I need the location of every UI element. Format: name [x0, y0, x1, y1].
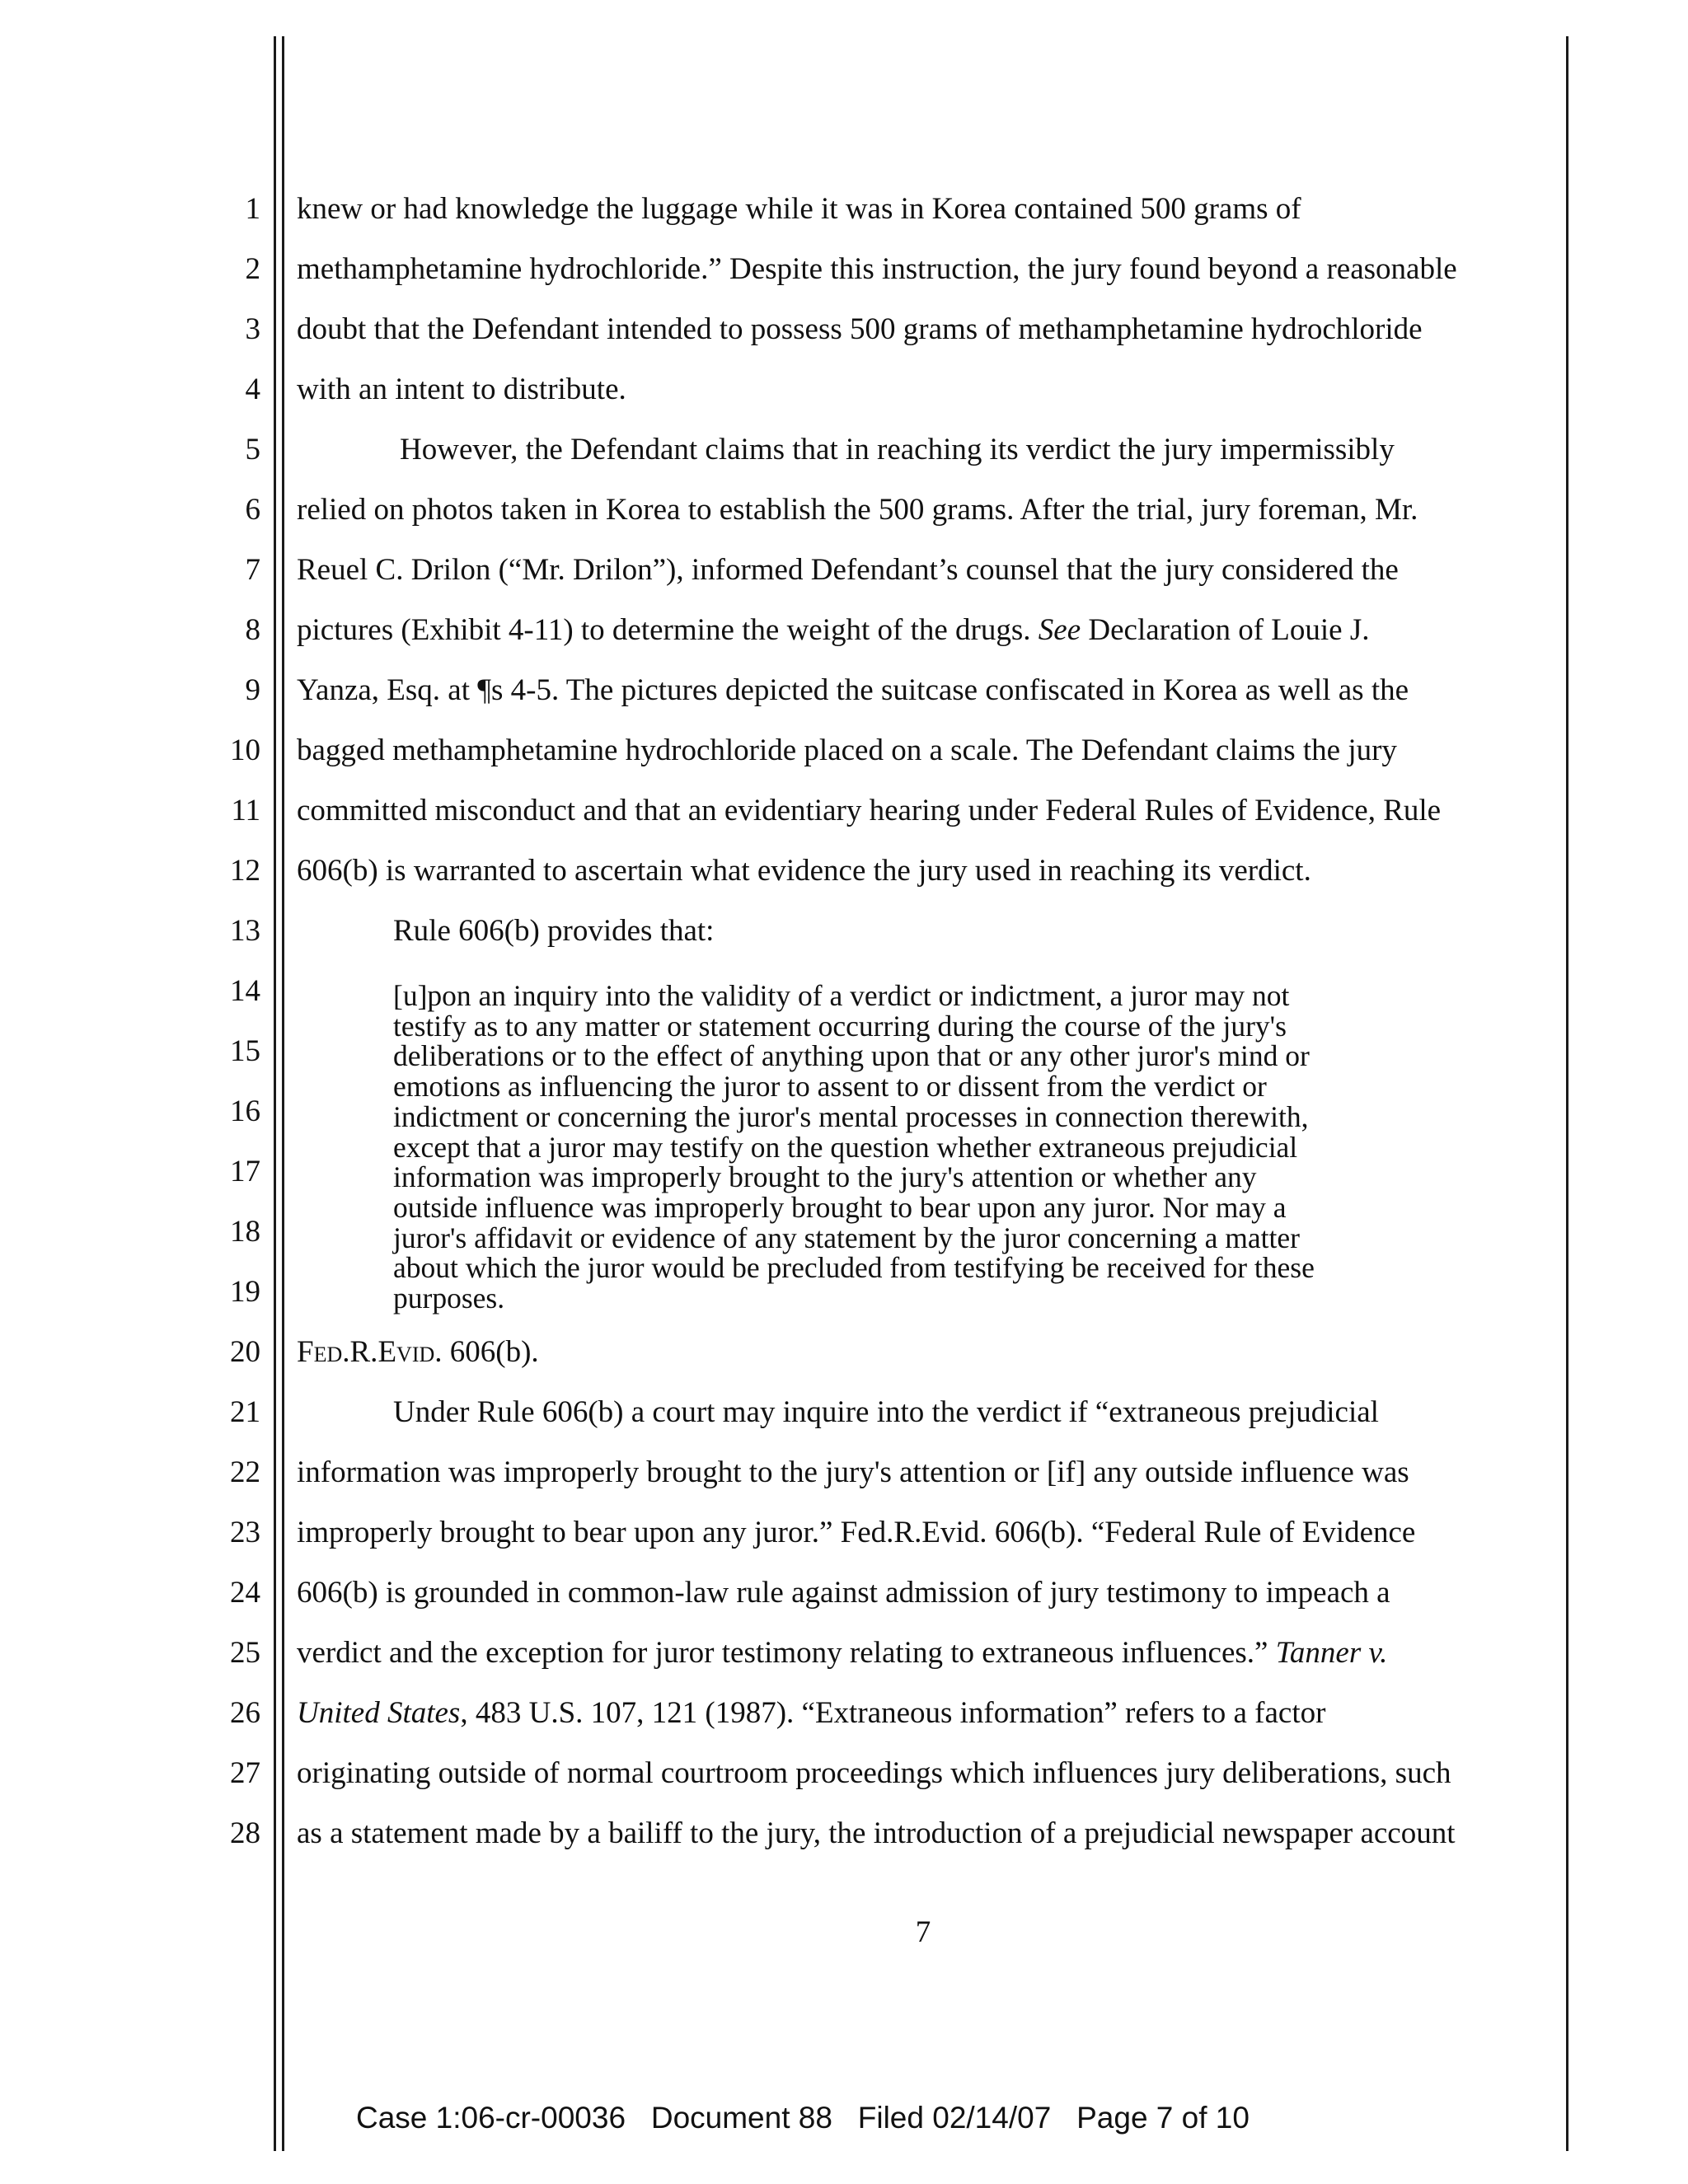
body-text: , 483 U.S. 107, 121 (1987). “Extraneous information” refers to a factor — [460, 1696, 1326, 1730]
citation-signal: See — [1038, 613, 1081, 647]
quote-line: [u]pon an inquiry into the validity of a verdict or indictment, a juror may not — [393, 979, 1290, 1012]
quote-line: except that a juror may testify on the question whether extraneous prejudicial — [393, 1130, 1298, 1164]
page-number: 7 — [915, 1915, 931, 1949]
body-line: with an intent to distribute. — [297, 373, 626, 406]
quote-line: purposes. — [393, 1282, 505, 1315]
line-number: 14 — [230, 974, 260, 1008]
line-number: 17 — [230, 1155, 260, 1188]
line-number: 15 — [230, 1034, 260, 1068]
quote-line: emotions as influencing the juror to assent to or dissent from the verdict or — [393, 1070, 1267, 1104]
citation-text: Evid — [377, 1335, 435, 1369]
left-margin-rule-inner — [282, 36, 284, 2151]
quote-line: deliberations or to the effect of anything upon that or any other juror's mind or — [393, 1039, 1310, 1073]
body-line: bagged methamphetamine hydrochloride placed on a scale. The Defendant claims the jury — [297, 733, 1397, 767]
body-line: Under Rule 606(b) a court may inquire into the verdict if “extraneous prejudicial — [393, 1395, 1379, 1429]
body-line: information was improperly brought to the jury's attention or [if] any outside influence was — [297, 1455, 1409, 1489]
case-name: Tanner v. — [1275, 1636, 1388, 1670]
citation-line — [297, 1334, 539, 1371]
body-line: originating outside of normal courtroom proceedings which influences jury deliberations, such — [297, 1756, 1451, 1790]
quote-line: about which the juror would be precluded from testifying be received for these — [393, 1251, 1315, 1285]
citation-text: Fed — [297, 1335, 343, 1369]
line-number: 24 — [230, 1576, 260, 1610]
line-number: 3 — [245, 312, 260, 346]
line-number: 12 — [230, 854, 260, 888]
body-text: verdict and the exception for juror testimony relating to extraneous influences.” — [297, 1636, 1276, 1670]
line-number: 9 — [245, 673, 260, 707]
line-number: 28 — [230, 1816, 260, 1850]
body-line: knew or had knowledge the luggage while it was in Korea contained 500 grams of — [297, 192, 1301, 226]
line-number: 6 — [245, 493, 260, 527]
line-number: 8 — [245, 613, 260, 647]
line-number: 20 — [230, 1335, 260, 1369]
quote-line: testify as to any matter or statement occurring during the course of the jury's — [393, 1009, 1287, 1043]
line-number: 23 — [230, 1516, 260, 1549]
line-number: 11 — [231, 794, 260, 827]
line-number: 1 — [245, 192, 260, 226]
body-line: committed misconduct and that an evidentiary hearing under Federal Rules of Evidence, Rule — [297, 794, 1442, 827]
body-line: doubt that the Defendant intended to possess 500 grams of methamphetamine hydrochloride — [297, 312, 1423, 346]
body-line: improperly brought to bear upon any juror.” Fed.R.Evid. 606(b). “Federal Rule of Evidence — [297, 1516, 1416, 1549]
line-number: 18 — [230, 1215, 260, 1249]
line-number: 2 — [245, 252, 260, 286]
body-line: 606(b) is warranted to ascertain what evidence the jury used in reaching its verdict. — [297, 854, 1311, 888]
line-number: 5 — [245, 433, 260, 466]
line-number: 16 — [230, 1094, 260, 1128]
line-number: 21 — [230, 1395, 260, 1429]
body-line: relied on photos taken in Korea to establish the 500 grams. After the trial, jury foreman, Mr. — [297, 493, 1418, 527]
line-number: 13 — [230, 914, 260, 948]
body-line: Yanza, Esq. at ¶s 4-5. The pictures depicted the suitcase confiscated in Korea as well as the — [297, 673, 1409, 707]
case-footer: Case 1:06-cr-00036 Document 88 Filed 02/14/07 Page 7 of 10 — [356, 2101, 1250, 2135]
citation-text: . 606(b). — [434, 1335, 539, 1369]
line-number: 25 — [230, 1636, 260, 1670]
body-line — [297, 612, 1369, 649]
body-line: Rule 606(b) provides that: — [393, 914, 715, 948]
body-line: as a statement made by a bailiff to the jury, the introduction of a prejudicial newspaper account — [297, 1816, 1456, 1850]
line-number: 4 — [245, 373, 260, 406]
body-line: Reuel C. Drilon (“Mr. Drilon”), informed Defendant’s counsel that the jury considered the — [297, 553, 1399, 587]
body-line — [297, 1635, 1387, 1671]
right-margin-rule — [1566, 36, 1568, 2151]
body-line — [297, 1695, 1325, 1732]
body-text: Declaration of Louie J. — [1081, 613, 1370, 647]
quote-line: juror's affidavit or evidence of any statement by the juror concerning a matter — [393, 1221, 1300, 1254]
quote-line: outside influence was improperly brought to bear upon any juror. Nor may a — [393, 1190, 1287, 1224]
block-quote — [393, 981, 1498, 1314]
line-number: 7 — [245, 553, 260, 587]
body-line: However, the Defendant claims that in reaching its verdict the jury impermissibly — [400, 433, 1395, 466]
case-name: United States — [297, 1696, 461, 1730]
body-line: 606(b) is grounded in common-law rule against admission of jury testimony to impeach a — [297, 1576, 1390, 1610]
body-line: methamphetamine hydrochloride.” Despite this instruction, the jury found beyond a reasonable — [297, 252, 1457, 286]
citation-text: .R. — [342, 1335, 378, 1369]
line-number: 19 — [230, 1275, 260, 1309]
line-number: 10 — [230, 733, 260, 767]
line-number: 26 — [230, 1696, 260, 1730]
quote-line: information was improperly brought to the jury's attention or whether any — [393, 1160, 1257, 1194]
body-text: pictures (Exhibit 4-11) to determine the weight of the drugs. — [297, 613, 1039, 647]
line-number: 27 — [230, 1756, 260, 1790]
left-margin-rule-outer — [274, 36, 276, 2151]
line-number: 22 — [230, 1455, 260, 1489]
quote-line: indictment or concerning the juror's mental processes in connection therewith, — [393, 1099, 1309, 1133]
